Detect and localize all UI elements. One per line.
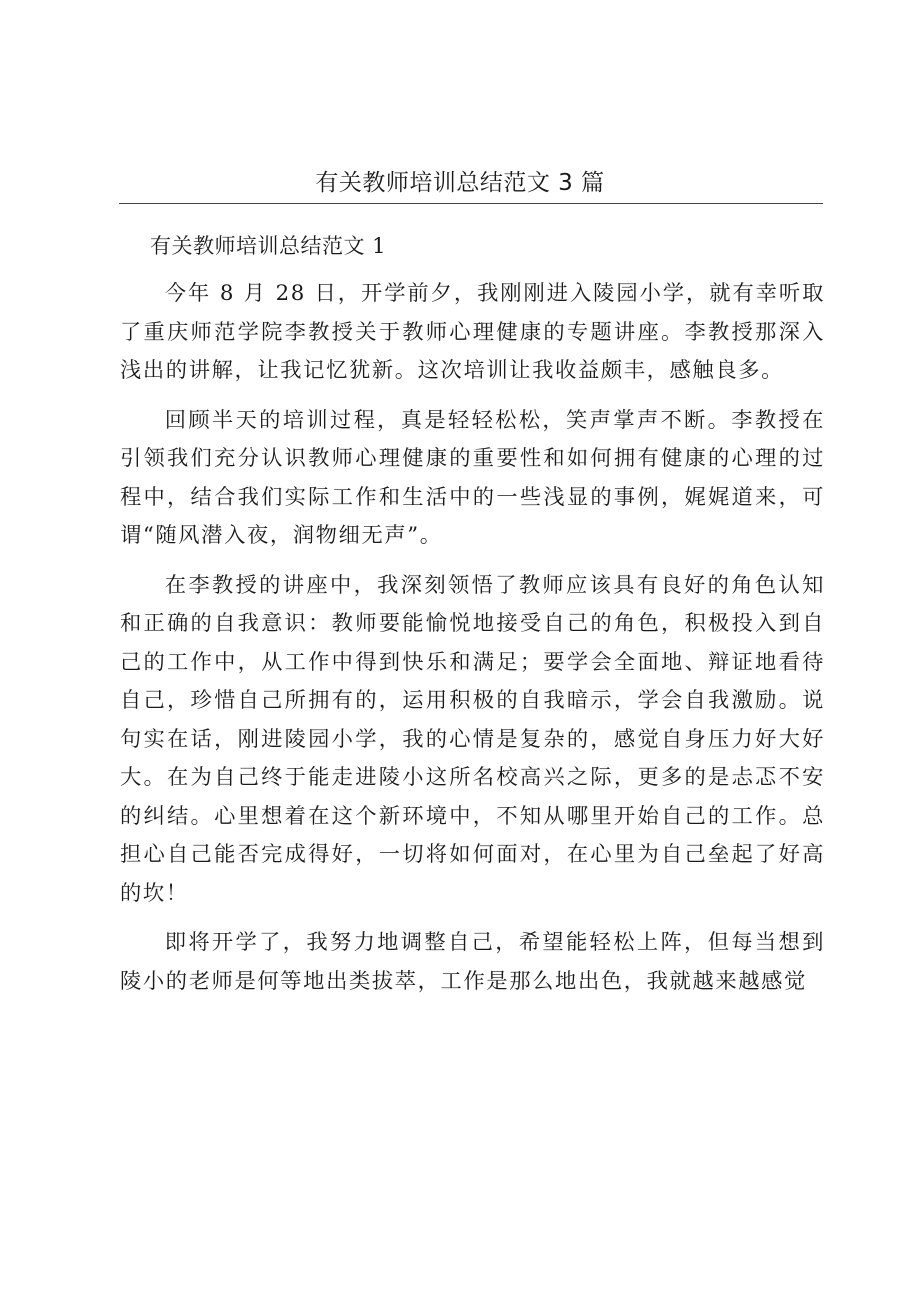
paragraph-2: 回顾半天的培训过程，真是轻轻松松，笑声掌声不断。李教授在引领我们充分认识教师心理健康的重要性和如何拥有健康的心理的过程中，结合我们实际工作和生活中的一些浅显的事例，娓娓道来，可谓“随风潜入夜，润物细无声”。	[120, 407, 825, 548]
paragraph-3: 在李教授的讲座中，我深刻领悟了教师应该具有良好的角色认知和正确的自我意识：教师要能愉悦地接受自己的角色，积极投入到自己的工作中，从工作中得到快乐和满足；要学会全面地、辩证地看待自己，珍惜自己所拥有的，运用积极的自我暗示，学会自我激励。说句实在话，刚进陵园小学，我的心情是复杂的，感觉自身压力好大好大。在为自己终于能走进陵小这所名校高兴之际，更多的是忐忑不安的纠结。心里想着在这个新环境中，不知从哪里开始自己的工作。总担心自己能否完成得好，一切将如何面对，在心里为自己垒起了好高的坎！	[120, 572, 825, 906]
document-body	[120, 228, 825, 1012]
document-title: 有关教师培训总结范文 3 篇	[315, 170, 605, 196]
section-subtitle: 有关教师培训总结范文 1	[150, 234, 387, 258]
paragraph-4: 即将开学了，我努力地调整自己，希望能轻松上阵，但每当想到陵小的老师是何等地出类拔萃，工作是那么地出色，我就越来越感觉	[120, 930, 825, 994]
paragraph-1: 今年 8 月 28 日，开学前夕，我刚刚进入陵园小学，就有幸听取了重庆师范学院李教授关于教师心理健康的专题讲座。李教授那深入浅出的讲解，让我记忆犹新。这次培训让我收益颇丰，感触良多。	[120, 281, 825, 383]
title-divider	[119, 203, 823, 204]
